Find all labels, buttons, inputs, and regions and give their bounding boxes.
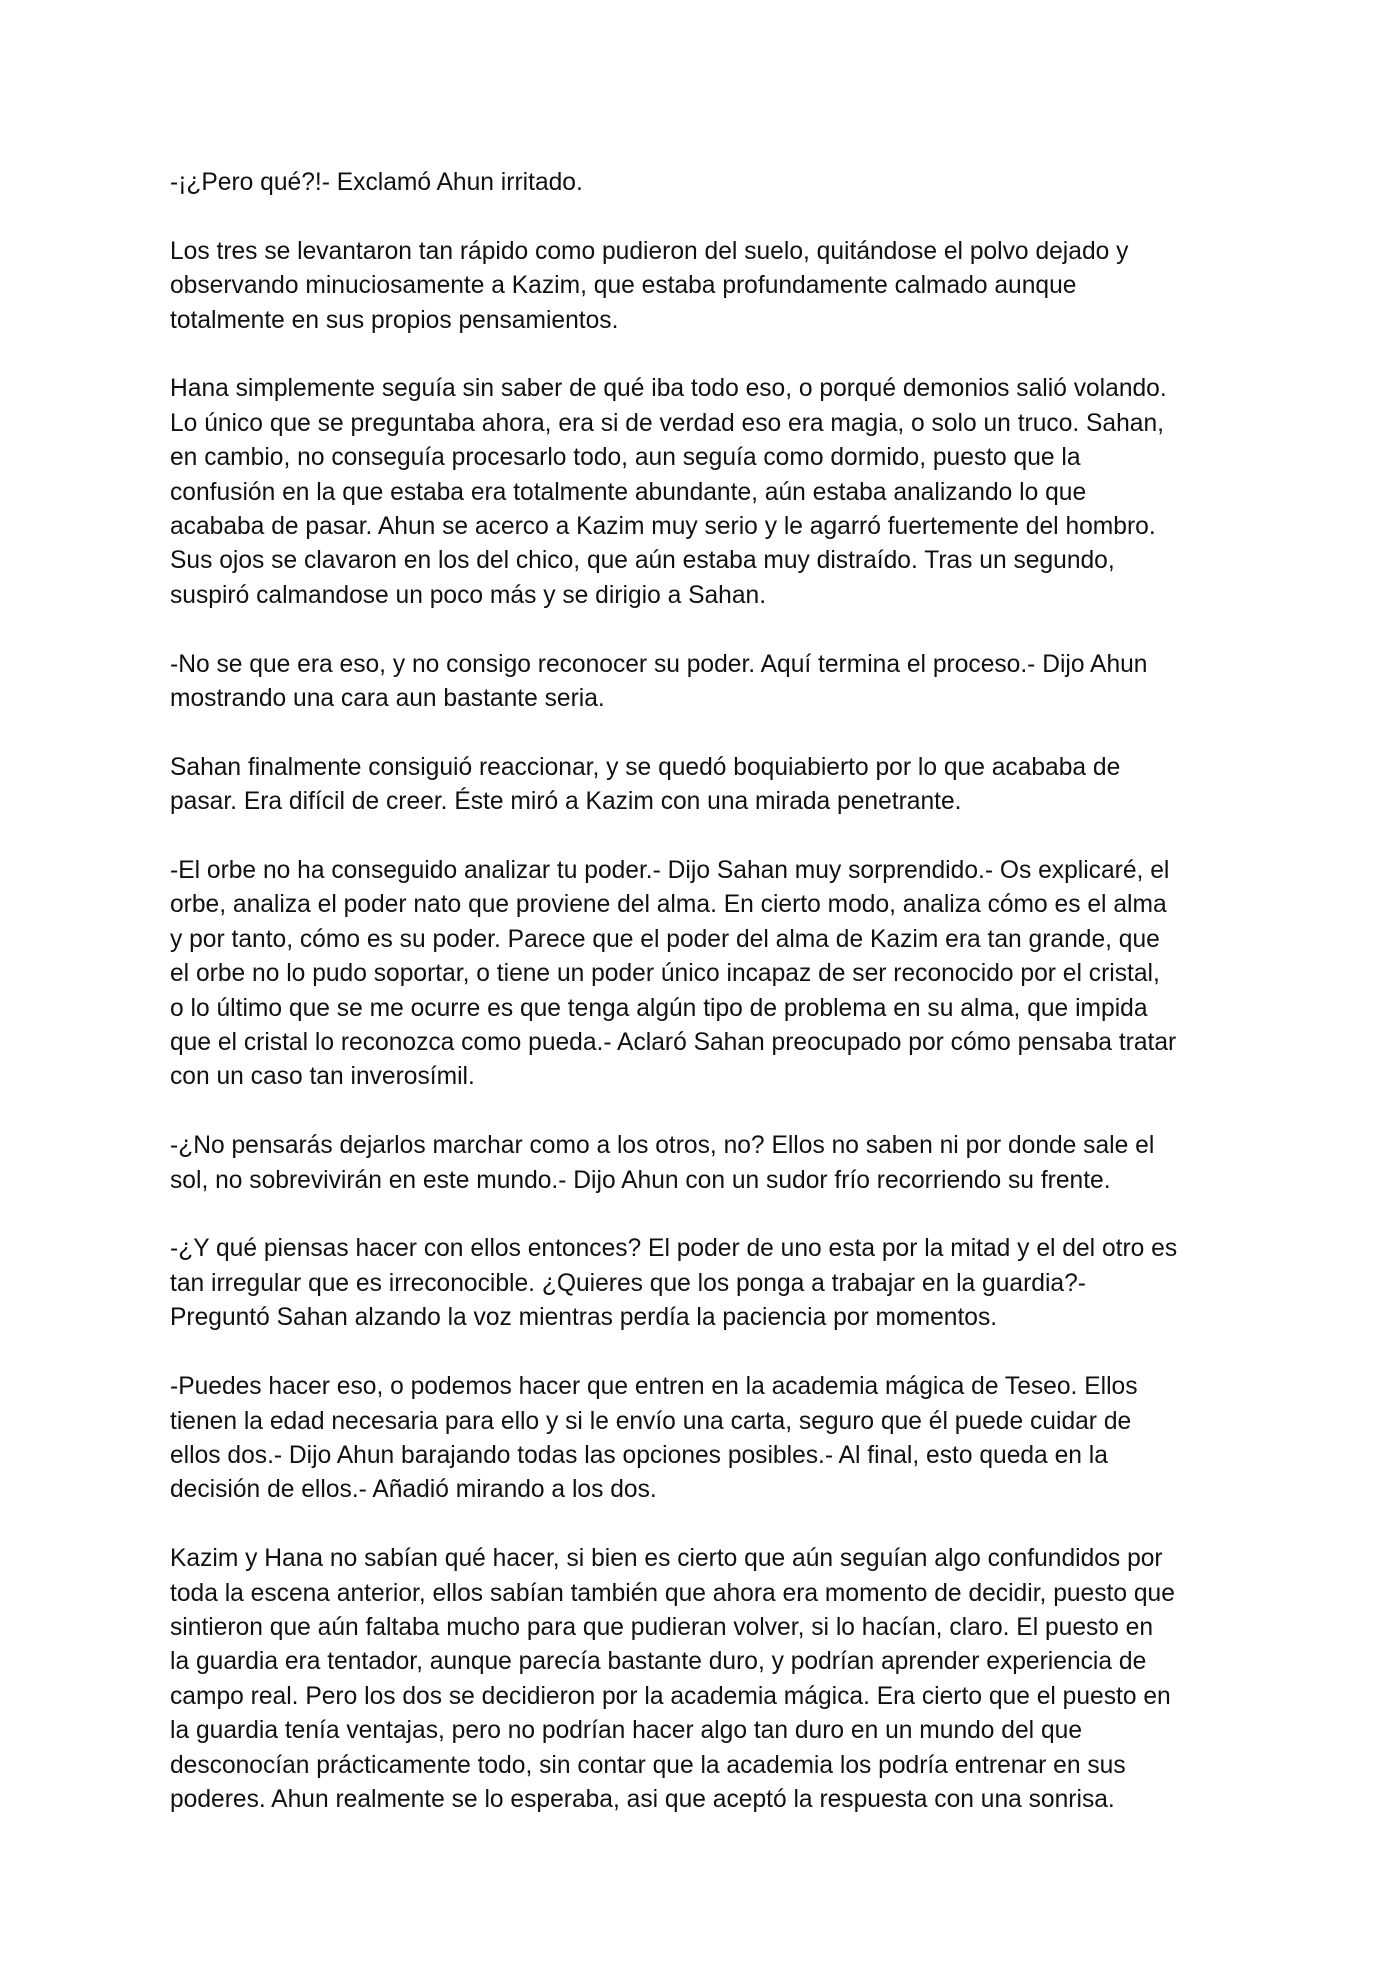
text-line: decisión de ellos.- Añadió mirando a los dos.: [170, 1476, 657, 1504]
paragraph: [170, 854, 1260, 1095]
paragraph: [170, 1370, 1260, 1508]
text-line: -¿No pensarás dejarlos marchar como a los otros, no? Ellos no saben ni por donde sale el: [170, 1132, 1155, 1160]
text-line: ellos dos.- Dijo Ahun barajando todas las opciones posibles.- Al final, esto queda en la: [170, 1441, 1108, 1469]
text-line: sol, no sobrevivirán en este mundo.- Dijo Ahun con un sudor frío recorriendo su frente.: [170, 1166, 1111, 1194]
paragraph: [170, 648, 1260, 717]
paragraph: [170, 372, 1260, 613]
text-line: Sus ojos se clavaron en los del chico, que aún estaba muy distraído. Tras un segundo,: [170, 547, 1115, 575]
text-line: Los tres se levantaron tan rápido como pudieron del suelo, quitándose el polvo dejado y: [170, 237, 1129, 265]
text-line: mostrando una cara aun bastante seria.: [170, 685, 605, 713]
text-line: desconocían prácticamente todo, sin contar que la academia los podría entrenar en sus: [170, 1751, 1126, 1779]
text-line: -No se que era eso, y no consigo reconocer su poder. Aquí termina el proceso.- Dijo Ahun: [170, 650, 1148, 678]
text-line: tienen la edad necesaria para ello y si le envío una carta, seguro que él puede cuidar de: [170, 1407, 1132, 1435]
text-line: Sahan finalmente consiguió reaccionar, y se quedó boquiabierto por lo que acababa de: [170, 753, 1121, 781]
text-line: totalmente en sus propios pensamientos.: [170, 306, 619, 334]
text-line: sintieron que aún faltaba mucho para que pudieran volver, si lo hacían, claro. El puesto en: [170, 1613, 1154, 1641]
paragraph: [170, 235, 1260, 338]
text-line: tan irregular que es irreconocible. ¿Quieres que los ponga a trabajar en la guardia?-: [170, 1269, 1086, 1297]
paragraph: [170, 751, 1260, 820]
text-line: en cambio, no conseguía procesarlo todo, aun seguía como dormido, puesto que la: [170, 444, 1081, 472]
text-line: que el cristal lo reconozca como pueda.- Aclaró Sahan preocupado por cómo pensaba tratar: [170, 1029, 1177, 1057]
paragraph: [170, 166, 1260, 200]
text-line: la guardia tenía ventajas, pero no podrían hacer algo tan duro en un mundo del que: [170, 1717, 1082, 1745]
text-line: el orbe no lo pudo soportar, o tiene un poder único incapaz de ser reconocido por el cristal,: [170, 960, 1160, 988]
text-line: o lo último que se me ocurre es que tenga algún tipo de problema en su alma, que impida: [170, 994, 1148, 1022]
text-line: Lo único que se preguntaba ahora, era si de verdad eso era magia, o solo un truco. Sahan,: [170, 409, 1164, 437]
text-line: confusión en la que estaba era totalmente abundante, aún estaba analizando lo que: [170, 478, 1087, 506]
document-body: [170, 166, 1260, 1852]
text-line: -El orbe no ha conseguido analizar tu poder.- Dijo Sahan muy sorprendido.- Os explicaré, el: [170, 857, 1170, 885]
text-line: suspiró calmandose un poco más y se dirigio a Sahan.: [170, 581, 767, 609]
text-line: -¡¿Pero qué?!- Exclamó Ahun irritado.: [170, 169, 583, 196]
text-line: observando minuciosamente a Kazim, que estaba profundamente calmado aunque: [170, 272, 1077, 300]
text-line: y por tanto, cómo es su poder. Parece que el poder del alma de Kazim era tan grande, que: [170, 925, 1160, 953]
text-line: Kazim y Hana no sabían qué hacer, si bien es cierto que aún seguían algo confundidos por: [170, 1545, 1163, 1573]
text-line: orbe, analiza el poder nato que proviene del alma. En cierto modo, analiza cómo es el alma: [170, 891, 1167, 919]
paragraph: [170, 1232, 1260, 1335]
text-line: acababa de pasar. Ahun se acerco a Kazim muy serio y le agarró fuertemente del hombro.: [170, 513, 1156, 541]
text-line: pasar. Era difícil de creer. Éste miró a Kazim con una mirada penetrante.: [170, 788, 962, 816]
text-line: Hana simplemente seguía sin saber de qué iba todo eso, o porqué demonios salió volando.: [170, 375, 1167, 403]
text-line: campo real. Pero los dos se decidieron por la academia mágica. Era cierto que el puesto en: [170, 1682, 1171, 1710]
text-line: Preguntó Sahan alzando la voz mientras perdía la paciencia por momentos.: [170, 1304, 998, 1332]
text-line: -¿Y qué piensas hacer con ellos entonces? El poder de uno esta por la mitad y el del otro es: [170, 1235, 1178, 1263]
text-line: toda la escena anterior, ellos sabían también que ahora era momento de decidir, puesto que: [170, 1579, 1175, 1607]
text-line: -Puedes hacer eso, o podemos hacer que entren en la academia mágica de Teseo. Ellos: [170, 1373, 1138, 1401]
paragraph: [170, 1542, 1260, 1817]
text-line: poderes. Ahun realmente se lo esperaba, asi que aceptó la respuesta con una sonrisa.: [170, 1785, 1115, 1813]
paragraph: [170, 1129, 1260, 1198]
text-line: con un caso tan inverosímil.: [170, 1063, 475, 1091]
text-line: la guardia era tentador, aunque parecía bastante duro, y podrían aprender experiencia de: [170, 1648, 1147, 1676]
